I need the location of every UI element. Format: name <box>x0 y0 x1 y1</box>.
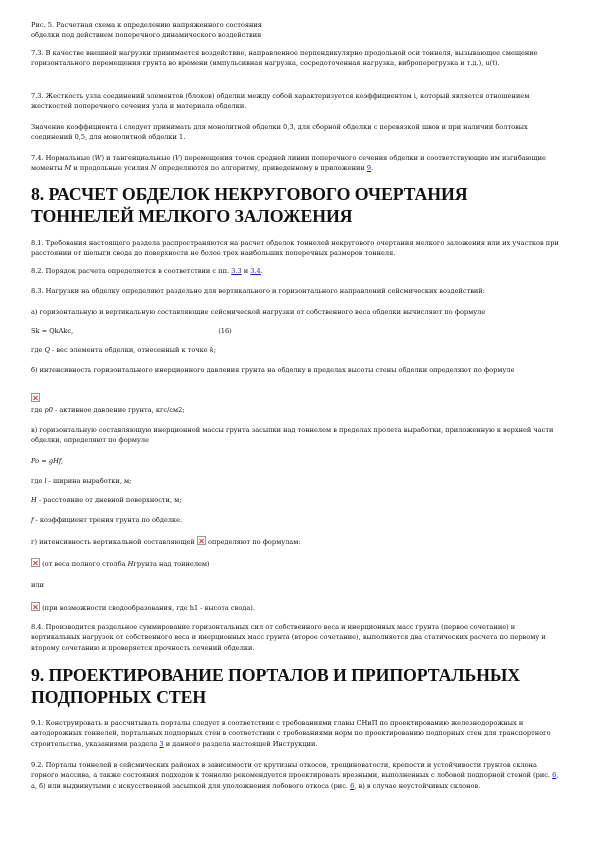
section-9-heading: 9. ПРОЕКТИРОВАНИЕ ПОРТАЛОВ И ПРИПОРТАЛЬНЫХ ПОДПОРНЫХ СТЕН <box>31 665 521 707</box>
formula-number: (16) <box>218 327 232 335</box>
figure-caption <box>31 20 566 41</box>
caption-line-1: Рис. 5. Расчетная схема к определению напряженного состояния <box>31 21 262 29</box>
where-q: где Q - вес элемента обделки, отнесенный к точке k; <box>31 346 217 354</box>
where-f: f - коэффициент трения грунта по обделке. <box>31 516 183 524</box>
paragraph-9-2: 9.2. Порталы тоннелей в сейсмических районах в зависимости от крутизны откосов, трещиноватости, крепости и устойчивости грунтов склона горного массива, а также состояния подходов к тоннелю рекомендуется проектировать врезными, выполненных с лобовой подпорной стеной (рис. 6, а, б) или выдвинутыми с искусственной засыпкой для уположнения лобового откоса (рис. 6, в) в случае неустойчивых склонов. <box>31 761 559 790</box>
clause-3-3-link[interactable]: 3.3 <box>231 267 242 275</box>
where-p0: где p0 - активное давление грунта, кгс/см2; <box>31 406 185 414</box>
caption-line-2: обделки под действием поперечного динамического воздействия <box>31 31 262 40</box>
figure-6-link[interactable]: 6 <box>552 771 557 780</box>
item-g-formula-2: (при возможности сводообразования, где h1 - высота свода). <box>31 602 566 613</box>
broken-image-icon <box>31 558 40 567</box>
broken-image-icon <box>31 602 40 611</box>
formula-po: Po = gHf, <box>31 457 64 465</box>
paragraph-8-3: 8.3. Нагрузки на обделку определяют раздельно для вертикального и горизонтального направлений сейсмических воздействий: <box>31 287 485 295</box>
broken-image-icon <box>197 536 206 545</box>
formula-16 <box>31 326 566 336</box>
section-3-link[interactable]: 3 <box>159 739 164 748</box>
item-b: б) интенсивность горизонтального инерционного давления грунта на обделку в пределах высоты стены обделки определяют по формуле <box>31 366 515 374</box>
paragraph-8-1: 8.1. Требования настоящего раздела распространяются на расчет обделок тоннелей некругового очертания мелкого заложения или их участков при расстоянии от шелыги свода до поверхности не более трех наибольших поперечных размеров тоннеля. <box>31 239 559 258</box>
clause-3-4-link[interactable]: 3.4 <box>250 267 261 275</box>
section-8-heading: 8. РАСЧЕТ ОБДЕЛОК НЕКРУГОВОГО ОЧЕРТАНИЯ ТОННЕЛЕЙ МЕЛКОГО ЗАЛОЖЕНИЯ <box>31 184 468 226</box>
item-a: а) горизонтальную и вертикальную составляющие сейсмической нагрузки от собственного веса обделки вычисляют по формуле <box>31 308 486 316</box>
paragraph-7-3-stiffness: 7.3. Жесткость узла соединений элементов (блоков) обделки между собой характеризуется коэффициентом i, который является отношением жесткостей поперечного сечения узла и материала обделки. <box>31 92 530 111</box>
where-l: где l - ширина выработки, м; <box>31 477 132 485</box>
appendix-9-link[interactable]: 9 <box>366 164 372 173</box>
or-text: или <box>31 581 44 589</box>
paragraph-8-2: 8.2. Порядок расчета определяется в соответствии с пп. 3.3 и 3.4. <box>31 267 263 275</box>
paragraph-7-3-load: 7.3. В качестве внешней нагрузки принимается воздействие, направленное перпендикулярно продольной оси тоннеля, вызывающее смещение горизонтального перемещения грунта во времени (импульсивная нагрузка, сосредоточенная нагрузка, виброперегрузка и т.д.), u(t). <box>31 49 538 68</box>
formula-image-b <box>31 386 566 405</box>
paragraph-7-4: 7.4. Нормальные (W) и тангенциальные (V) перемещения точек средней линии поперечного сечения обделки и соответствующие им изгибающие моменты M и продольные усилия N определяются по алгоритму, приведенному в приложении 9. <box>31 154 546 173</box>
where-h: H - расстояние от дневной поверхности, м; <box>31 496 182 504</box>
item-g: г) интенсивность вертикальной составляющей определяют по формулам: <box>31 538 301 546</box>
figure-6-link[interactable]: 6 <box>350 781 355 790</box>
paragraph-coefficient: Значение коэффициента i следует принимать для монолитной обделки 0,3, для сборной обделки с перевязкой швов и при наличии болтовых соединений 0,5, для монолитной обделки 1. <box>31 123 528 142</box>
formula-expression: Sk = QkAkc, <box>31 327 74 335</box>
item-v: в) горизонтальную составляющую инерционной массы грунта засыпки над тоннелем в пределах пролета выработки, приложенную к верхней части обделки, определяют по формуле <box>31 426 554 445</box>
item-g-formula-1: (от веса полного столба Hгрунта над тоннелем) <box>31 558 566 569</box>
paragraph-9-1: 9.1. Конструировать и рассчитывать порталы следует в соответствии с требованиями главы СНиП по проектированию железнодорожных и автодорожных тоннелей, портальных подпорных стен в соответствии с требованиями норм по проектированию подпорных стен для транспортного строительства, указаниями раздела 3 и данного раздела настоящей Инструкции. <box>31 719 551 748</box>
paragraph-8-4: 8.4. Производится раздельное суммирование горизонтальных сил от собственного веса и инерционных масс грунта (первое сочетание) и вертикальных нагрузок от собственного веса и инерционных масс грунта (второе сочетание), выполняется два статических расчета по первому и второму сочетанию и проверяется прочность сечений обделки. <box>31 623 546 652</box>
broken-image-icon <box>31 393 40 402</box>
